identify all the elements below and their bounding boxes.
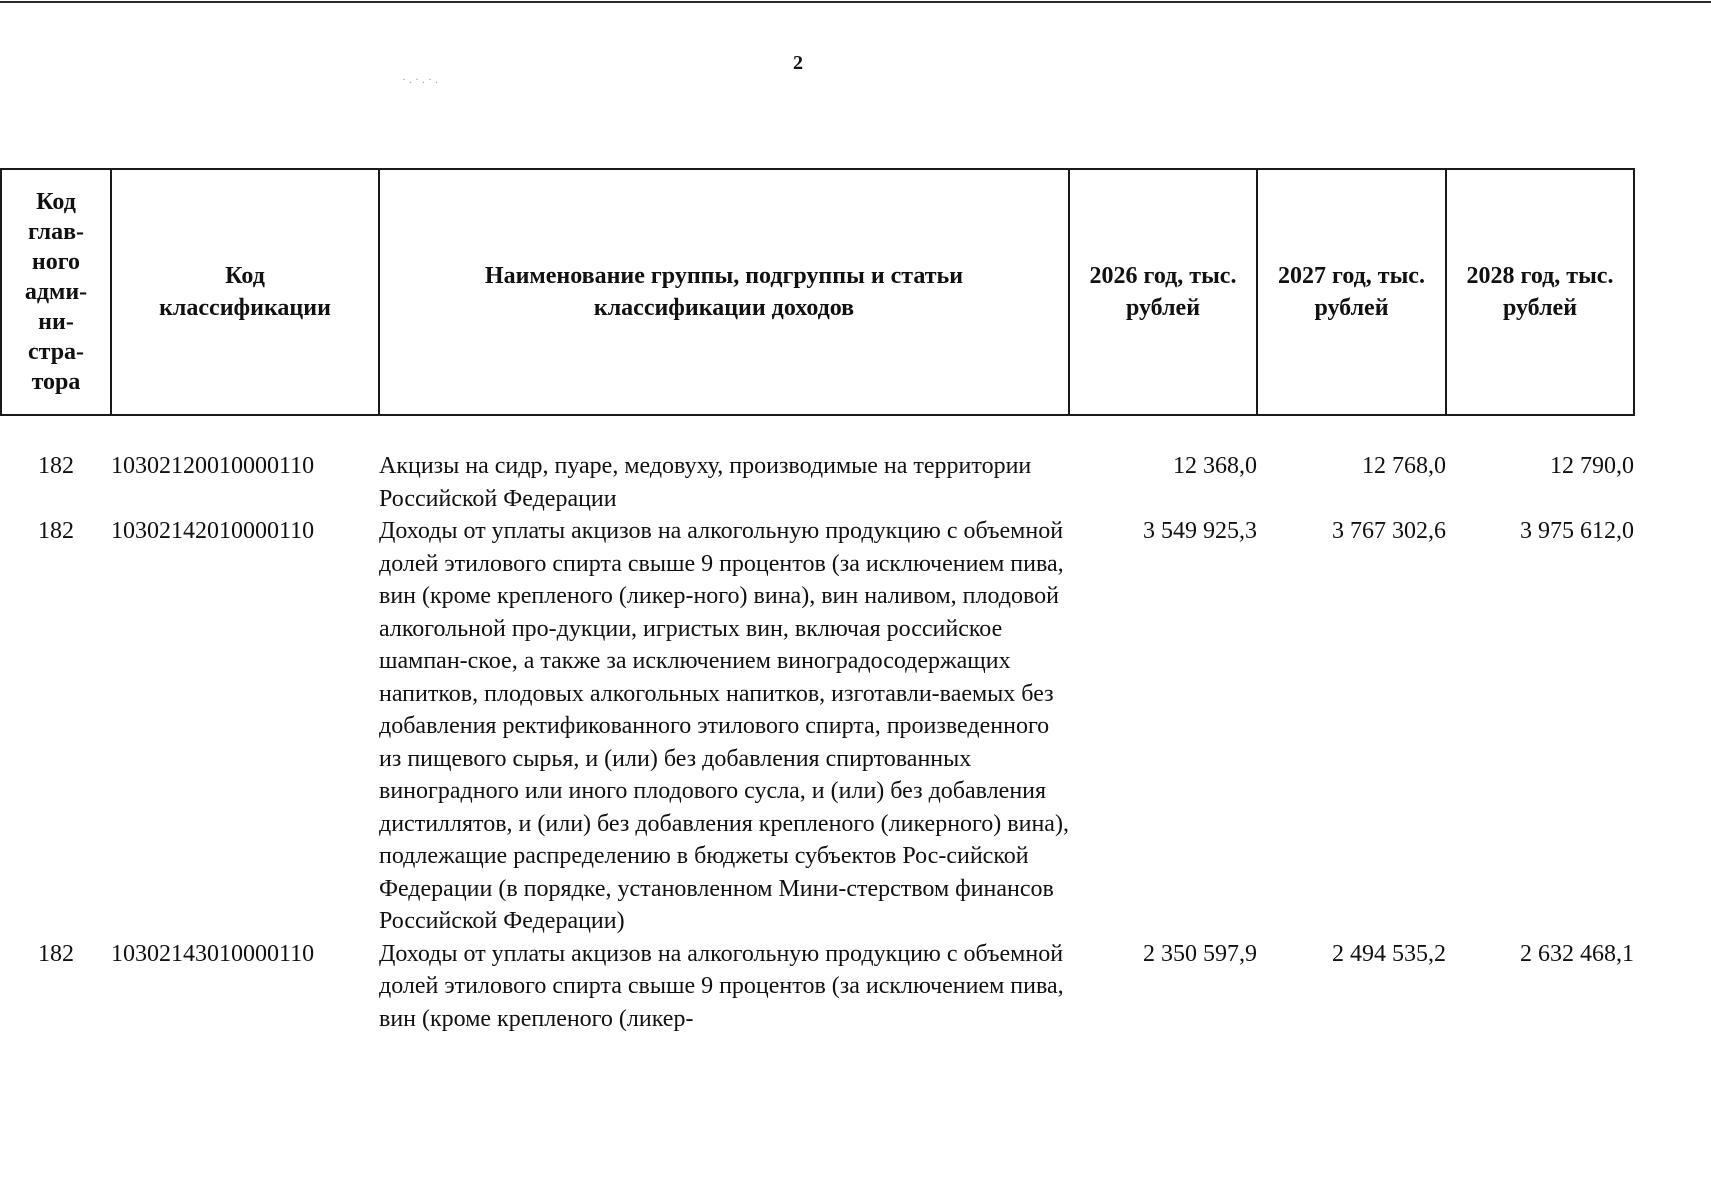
cell-income-name: Доходы от уплаты акцизов на алкогольную продукцию с объемной долей этилового спирта свыше 9 процентов (за исключением пива, вин (кроме крепленого (ликер-ного) вина), вин наливом, плодовой алкогольной про-дукции, игристых вин, включая российское шампан-ское, а также за исключением виноградосодержащих напитков, плодовых алкогольных напитков, изготавли-ваемых без добавления ректификованного этилового спирта, произведенного из пищевого сырья, и (или) без добавления спиртованных виноградного или иного плодового сусла, и (или) без добавления дистиллятов, и (или) без добавления крепленого (ликерного) вина), подлежащие распределению в бюджеты субъектов Рос-сийской Федерации (в порядке, установленном Мини-стерством финансов Российской Федерации)	[379, 518, 1069, 934]
header-admin-line: Код	[36, 189, 76, 215]
header-admin-line: ни-	[38, 309, 74, 335]
spacer-row	[1, 415, 1634, 450]
header-admin-line: стра-	[27, 339, 85, 365]
cell-admin-code: 182	[38, 518, 74, 544]
table-row	[1, 450, 1634, 515]
cell-classification-code: 10302142010000110	[111, 518, 315, 544]
cell-income-name: Доходы от уплаты акцизов на алкогольную продукцию с объемной долей этилового спирта свыше 9 процентов (за исключением пива, вин (кроме крепленого (ликер-	[379, 940, 1064, 1032]
table-row	[1, 938, 1634, 1036]
cell-value-2026: 12 368,0	[1173, 453, 1257, 479]
cell-value-2027: 12 768,0	[1362, 453, 1446, 479]
header-admin-line: глав-	[27, 219, 85, 245]
revenue-table	[0, 168, 1635, 1035]
header-year-2027: 2027 год, тыс. рублей	[1257, 169, 1446, 415]
cell-classification-code: 10302143010000110	[111, 940, 315, 967]
page-number: 2	[793, 52, 803, 74]
header-income-name: Наименование группы, подгруппы и статьи классификации доходов	[379, 169, 1069, 415]
header-year-2028: 2028 год, тыс. рублей	[1446, 169, 1634, 415]
scan-noise: ·.·.·.	[402, 72, 441, 86]
header-classification-code: Код классификации	[111, 169, 379, 415]
header-year-2026: 2026 год, тыс. рублей	[1069, 169, 1257, 415]
cell-admin-code: 182	[38, 453, 74, 479]
cell-value-2028: 3 975 612,0	[1520, 518, 1634, 544]
header-admin-line: ного	[31, 249, 81, 275]
cell-value-2028: 12 790,0	[1550, 453, 1634, 479]
cell-value-2027: 3 767 302,6	[1332, 518, 1446, 544]
cell-value-2028: 2 632 468,1	[1520, 940, 1634, 967]
cell-value-2026: 2 350 597,9	[1143, 940, 1257, 967]
cell-admin-code: 182	[38, 940, 74, 967]
cell-value-2027: 2 494 535,2	[1332, 940, 1446, 967]
top-border-line	[0, 1, 1711, 3]
header-row	[1, 169, 1634, 415]
table-header	[1, 169, 1634, 415]
cell-value-2026: 3 549 925,3	[1143, 518, 1257, 544]
header-admin-line: адми-	[24, 279, 88, 305]
header-admin-line: тора	[31, 369, 81, 395]
cell-classification-code: 10302120010000110	[111, 453, 315, 479]
table-body	[1, 415, 1634, 1035]
cell-income-name: Акцизы на сидр, пуаре, медовуху, производимые на территории Российской Федерации	[379, 453, 1032, 512]
header-admin-code	[1, 169, 111, 415]
table-row	[1, 515, 1634, 938]
